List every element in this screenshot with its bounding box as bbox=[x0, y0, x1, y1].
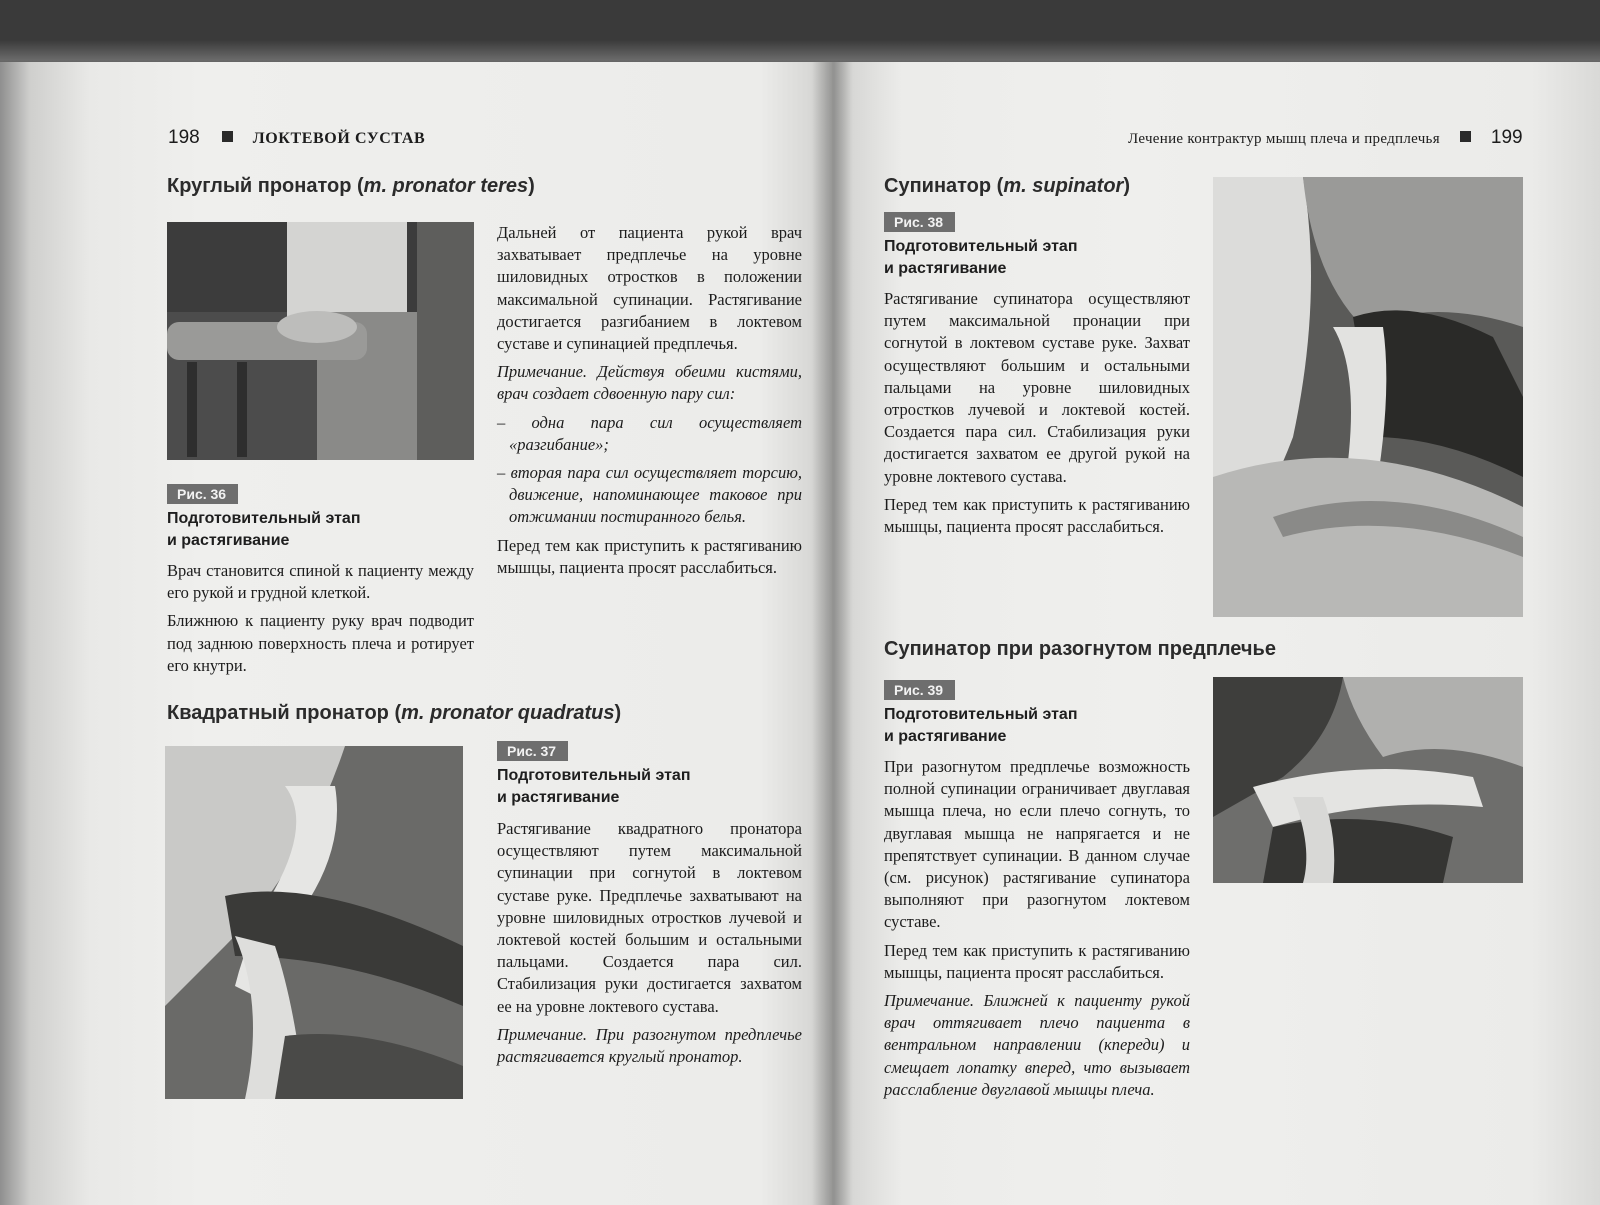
figure-39-caption bbox=[884, 680, 955, 700]
figure-37-illustration bbox=[165, 746, 463, 1099]
heading-supinator-extended-forearm: Супинатор при разогнутом предплечье bbox=[884, 638, 1276, 660]
figure-36-caption bbox=[167, 484, 238, 504]
right-running-title: Лечение контрактур мышц плеча и предплечья bbox=[1128, 131, 1440, 147]
heading-pronator-quadratus: Квадратный пронатор (m. pronator quadratus) bbox=[167, 702, 622, 724]
left-running-title: ЛОКТЕВОЙ СУСТАВ bbox=[252, 130, 426, 147]
supinator-text: Растягивание супинатора осуществляют путем максимальной пронации при согнутой в локтевом суставе руке. Захват осуществляют большим и остальными пальцами на уровне шиловидных отростков лучевой и локтевой костей. Создается пара сил. Стабилизация руки достигается захватом ее другой рукой на уровне локтевого сустава. Перед тем как приступить к растягиванию мышцы, пациента просят расслабиться. bbox=[884, 289, 1190, 537]
figure-39-photo bbox=[1213, 677, 1523, 883]
pronator-quadratus-text: Растягивание квадратного пронатора осуществляют путем максимальной супинации при согнутой в локтевом суставе руке. Предплечье захватывают на уровне шиловидных отростков лучевой и локтевой костей большим и остальными пальцами. Создается пара сил. Стабилизация руки достигается захватом ее на уровне локтевого сустава. Примечание. При разогнутом предплечье растягивается круглый пронатор. bbox=[497, 819, 802, 1067]
figure-36-subtitle: Подготовительный этап и растягивание bbox=[167, 510, 361, 549]
figure-38-caption bbox=[884, 212, 955, 232]
figure-37-caption bbox=[497, 741, 568, 761]
figure-36-photo bbox=[167, 222, 474, 460]
figure-36-label: Рис. 36 bbox=[167, 484, 238, 504]
figure-39-illustration bbox=[1213, 677, 1523, 883]
figure-39-label: Рис. 39 bbox=[884, 680, 955, 700]
figure-37-label: Рис. 37 bbox=[497, 741, 568, 761]
right-running-head bbox=[1128, 127, 1523, 149]
figure-38-label: Рис. 38 bbox=[884, 212, 955, 232]
supinator-extended-text: При разогнутом предплечье возможность полной супинации ограничивает двуглавая мышца плеча, но если плечо согнуть, то двуглавая мышца не напрягается и не препятствует супинации. В данном случае (см. рисунок) растягивание супинатора выполняют при разогнутом локтевом суставе. Перед тем как приступить к растягиванию мышцы, пациента просят расслабиться. Примечание. Ближней к пациенту рукой врач оттягивает плечо пациента в вентральном направлении (кпереди) и смещает лопатку вперед, что вызывает расслабление двуглавой мышцы плеча. bbox=[884, 757, 1190, 1099]
left-page-number: 198 bbox=[168, 127, 200, 148]
figure-36-description: Врач становится спиной к пациенту между его рукой и грудной клеткой. Ближнюю к пациенту руку врач подводит под заднюю поверхность плеча и ротирует его кнутри. bbox=[167, 561, 474, 675]
pronator-teres-text-column: Дальней от пациента рукой врач захватывает предплечье на уровне шиловидных отростков в положении максимальной супинации. Растягивание достигается разгибанием в локтевом суставе и супинацией предплечья. Примечание. Действуя обеими кистями, врач создает сдвоенную пару сил: – одна пара сил осуществляет «разгибание»; – вторая пара сил осуществляет торсию, движение, напоминающее таковое при отжимании постиранного белья. Перед тем как приступить к растягиванию мышцы, пациента просят расслабиться. bbox=[497, 223, 802, 577]
figure-38-illustration bbox=[1213, 177, 1523, 617]
figure-38-subtitle: Подготовительный этап и растягивание bbox=[884, 238, 1078, 277]
right-page-number: 199 bbox=[1490, 127, 1523, 148]
figure-38-photo bbox=[1213, 177, 1523, 617]
figure-36-illustration bbox=[167, 222, 474, 460]
left-running-head bbox=[168, 127, 425, 149]
figure-37-photo bbox=[165, 746, 463, 1099]
square-bullet-icon bbox=[1460, 131, 1471, 142]
book-gutter bbox=[812, 62, 852, 1205]
square-bullet-icon bbox=[222, 131, 233, 142]
heading-pronator-teres: Круглый пронатор (m. pronator teres) bbox=[167, 175, 535, 197]
heading-supinator: Супинатор (m. supinator) bbox=[884, 175, 1131, 197]
figure-37-subtitle: Подготовительный этап и растягивание bbox=[497, 767, 691, 806]
figure-39-subtitle: Подготовительный этап и растягивание bbox=[884, 706, 1078, 745]
